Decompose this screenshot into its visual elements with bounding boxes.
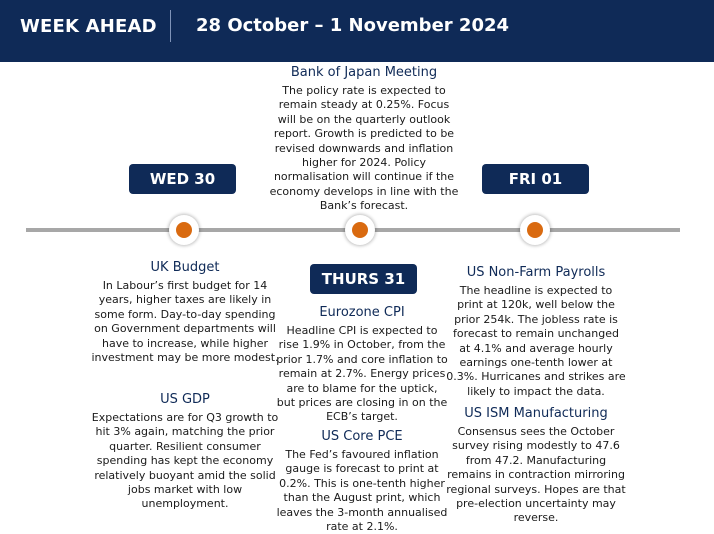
us-nfp-event [446,265,626,399]
boj-title: Bank of Japan Meeting [290,65,438,80]
day-label-thu: THURS 31 [310,264,417,294]
us-gdp-text: Expectations are for Q3 growth to hit 3% again, matching the prior quarter. Resilient consumer spending has kept the economy relatively buoyant amid the solid jobs market with low unemployment. [91,411,279,511]
boj-event [268,65,460,214]
uk-budget-event [90,260,280,365]
boj-text: The policy rate is expected to remain steady at 0.25%. Focus will be on the quarterly outlook report. Growth is predicted to be revised downwards and inflation higher for 2024. Policy normalisation will continue if the economy develops in line with the Bank’s forecast. [269,84,459,213]
us-nfp-title: US Non-Farm Payrolls [466,265,606,280]
us-ism-title: US ISM Manufacturing [464,406,608,421]
us-nfp-text: The headline is expected to print at 120k, well below the prior 254k. The jobless rate is forecast to remain unchanged at 4.1% and average hourly earnings one-tenth lower at 0.3%. Hurricanes and strikes are likely to impact the data. [446,284,626,398]
us-core-pce-event [276,429,448,534]
eurozone-cpi-event [276,305,448,425]
header-divider [170,10,171,42]
eurozone-cpi-title: Eurozone CPI [319,305,405,320]
day-label-fri: FRI 01 [482,164,589,194]
us-ism-event [446,406,626,526]
us-gdp-title: US GDP [160,392,210,407]
us-core-pce-text: The Fed’s favoured inflation gauge is forecast to print at 0.2%. This is one-tenth higher than the August print, which leaves the 3-month annualised rate at 2.1%. [276,448,448,534]
us-ism-text: Consensus sees the October survey rising modestly to 47.6 from 47.2. Manufacturing remains in contraction mirroring regional surveys. Hopes are that pre-election uncertainty may reverse. [446,425,626,525]
eurozone-cpi-text: Headline CPI is expected to rise 1.9% in October, from the prior 1.7% and core inflation to remain at 2.7%. Energy prices are to blame for the uptick, but prices are closing in on the ECB’s target. [276,324,448,424]
header-date-range: 28 October – 1 November 2024 [196,15,510,36]
timeline-node-thu [345,215,375,245]
uk-budget-text: In Labour’s first budget for 14 years, higher taxes are likely in some form. Day-to-day spending on Government departments will have to increase, while higher investment may be more modest. [91,279,279,365]
header-banner [0,0,714,62]
header-title: WEEK AHEAD [20,16,157,37]
day-label-wed: WED 30 [129,164,236,194]
timeline-node-wed [169,215,199,245]
us-gdp-event [90,392,280,512]
timeline-dot-fri [527,222,543,238]
uk-budget-title: UK Budget [150,260,220,275]
timeline-node-fri [520,215,550,245]
timeline-dot-wed [176,222,192,238]
timeline-dot-thu [352,222,368,238]
us-core-pce-title: US Core PCE [321,429,403,444]
